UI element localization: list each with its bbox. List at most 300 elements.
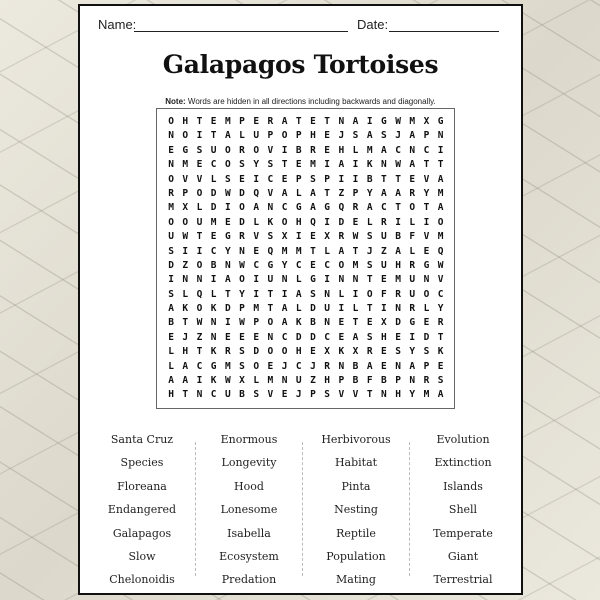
grid-letter: A	[437, 202, 444, 214]
grid-letter: I	[366, 116, 373, 127]
grid-letter: C	[295, 360, 302, 372]
grid-letter: Y	[423, 187, 430, 199]
grid-letter: E	[381, 346, 387, 358]
grid-letter: Q	[253, 187, 260, 199]
grid-letter: M	[210, 216, 217, 228]
grid-letter: W	[224, 375, 231, 387]
grid-letter: I	[210, 274, 217, 286]
grid-letter: O	[267, 317, 274, 329]
grid-letter: T	[281, 159, 288, 171]
grid-letter: T	[437, 159, 444, 171]
grid-letter: U	[253, 130, 260, 142]
grid-letter: N	[239, 245, 245, 257]
grid-letter: A	[182, 375, 189, 387]
grid-letter: S	[168, 245, 174, 257]
grid-letter: R	[239, 144, 245, 156]
grid-letter: A	[224, 130, 231, 142]
grid-letter: N	[210, 331, 217, 343]
grid-letter: A	[168, 303, 174, 315]
grid-letter: Q	[437, 245, 444, 257]
grid-letter: T	[267, 303, 274, 315]
grid-letter: C	[295, 259, 302, 271]
grid-letter: S	[423, 346, 430, 358]
grid-letter: R	[224, 346, 231, 358]
grid-letter: I	[395, 216, 401, 228]
grid-letter: N	[196, 389, 203, 401]
grid-letter: C	[267, 173, 274, 185]
grid-letter: R	[409, 187, 416, 199]
grid-letter: N	[324, 288, 331, 300]
grid-letter: K	[182, 303, 189, 315]
grid-letter: L	[253, 375, 260, 387]
grid-letter: U	[210, 144, 217, 156]
grid-letter: K	[210, 375, 217, 387]
grid-letter: U	[224, 389, 231, 401]
grid-letter: D	[239, 216, 245, 228]
word-item: Pinta	[341, 479, 371, 493]
grid-letter: I	[324, 159, 331, 171]
grid-letter: A	[352, 116, 359, 127]
grid-letter: N	[182, 274, 189, 286]
grid-letter: O	[196, 259, 203, 271]
grid-letter: A	[338, 245, 345, 257]
grid-letter: J	[295, 389, 302, 401]
word-item: Nesting	[334, 503, 378, 517]
grid-letter: T	[196, 346, 203, 358]
grid-letter: O	[338, 259, 345, 271]
grid-letter: S	[239, 159, 245, 171]
grid-letter: J	[366, 245, 373, 257]
grid-letter: T	[196, 231, 203, 243]
word-item: Terrestrial	[433, 573, 493, 587]
grid-letter: N	[281, 375, 288, 387]
grid-letter: S	[224, 173, 231, 185]
grid-letter: C	[395, 144, 401, 156]
grid-letter: A	[437, 389, 444, 401]
grid-letter: E	[324, 130, 331, 142]
grid-letter: I	[196, 245, 203, 257]
grid-letter: N	[338, 116, 345, 127]
grid-letter: A	[366, 360, 373, 372]
word-item: Evolution	[436, 433, 490, 446]
grid-letter: E	[168, 144, 174, 156]
grid-letter: C	[253, 259, 260, 271]
grid-letter: E	[409, 173, 416, 185]
grid-letter: E	[267, 360, 274, 372]
grid-letter: T	[366, 274, 373, 286]
grid-letter: V	[267, 389, 274, 401]
grid-letter: A	[281, 116, 288, 127]
grid-letter: I	[253, 288, 260, 300]
grid-letter: A	[395, 245, 401, 257]
word-item: Islands	[443, 479, 483, 493]
grid-letter: G	[295, 202, 302, 214]
grid-letter: M	[437, 231, 444, 243]
grid-letter: P	[182, 187, 189, 199]
grid-letter: Z	[310, 375, 316, 387]
grid-letter: D	[224, 303, 231, 315]
grid-letter: S	[239, 346, 245, 358]
grid-letter: A	[224, 274, 231, 286]
word-item: Species	[120, 456, 164, 470]
grid-letter: C	[324, 331, 331, 343]
grid-letter: I	[437, 144, 444, 156]
grid-letter: T	[324, 116, 331, 127]
grid-letter: R	[409, 303, 416, 315]
grid-letter: N	[324, 317, 331, 329]
word-item: Chelonoidis	[109, 573, 175, 587]
grid-letter: I	[281, 288, 288, 300]
grid-letter: N	[338, 274, 345, 286]
grid-letter: R	[423, 375, 430, 387]
grid-letter: Q	[310, 216, 316, 228]
grid-letter: T	[366, 389, 373, 401]
grid-letter: L	[210, 173, 217, 185]
grid-letter: L	[196, 202, 203, 214]
grid-letter: G	[267, 259, 274, 271]
grid-letter: W	[239, 259, 245, 271]
grid-letter: N	[338, 360, 345, 372]
grid-letter: O	[281, 130, 288, 142]
word-item: Longevity	[221, 456, 277, 470]
grid-letter: N	[409, 375, 416, 387]
grid-letter: I	[196, 375, 203, 387]
grid-letter: I	[281, 144, 288, 156]
grid-letter: J	[182, 331, 189, 343]
grid-letter: O	[182, 216, 189, 228]
grid-letter: S	[310, 173, 316, 185]
grid-letter: E	[423, 245, 430, 257]
grid-letter: H	[182, 346, 189, 358]
grid-letter: E	[281, 173, 288, 185]
word-item: Endangered	[107, 503, 177, 517]
grid-letter: E	[423, 317, 430, 329]
grid-letter: M	[168, 202, 174, 214]
grid-letter: A	[168, 375, 174, 387]
grid-letter: H	[381, 331, 387, 343]
grid-letter: O	[423, 288, 430, 300]
grid-letter: D	[295, 331, 302, 343]
grid-letter: Z	[182, 259, 189, 271]
grid-letter: V	[182, 173, 189, 185]
grid-letter: S	[366, 231, 373, 243]
grid-letter: O	[281, 346, 288, 358]
word-item: Santa Cruz	[110, 433, 174, 446]
grid-letter: B	[210, 259, 217, 271]
grid-letter: E	[310, 259, 316, 271]
grid-letter: H	[395, 259, 401, 271]
grid-letter: S	[352, 130, 359, 142]
grid-letter: J	[281, 360, 288, 372]
grid-letter: O	[224, 144, 231, 156]
grid-letter: Y	[253, 159, 260, 171]
grid-letter: O	[253, 144, 260, 156]
grid-letter: O	[168, 116, 174, 127]
grid-letter: R	[409, 259, 416, 271]
grid-letter: N	[437, 130, 444, 142]
word-item: Floreana	[117, 479, 167, 493]
grid-letter: X	[381, 317, 387, 329]
grid-letter: L	[338, 288, 345, 300]
grid-letter: E	[253, 245, 260, 257]
word-item: Habitat	[334, 456, 378, 470]
grid-letter: N	[409, 144, 416, 156]
grid-letter: I	[324, 216, 331, 228]
grid-letter: C	[281, 202, 288, 214]
word-item: Ecosystem	[219, 549, 279, 563]
grid-letter: E	[310, 116, 316, 127]
grid-letter: L	[182, 288, 189, 300]
grid-letter: E	[239, 331, 245, 343]
grid-letter: E	[324, 144, 331, 156]
grid-letter: E	[310, 346, 316, 358]
grid-letter: G	[324, 202, 331, 214]
grid-letter: W	[182, 231, 189, 243]
grid-letter: M	[409, 116, 416, 127]
word-item: Population	[326, 549, 386, 563]
grid-letter: P	[295, 173, 302, 185]
word-item: Hood	[234, 479, 264, 493]
grid-letter: I	[352, 288, 359, 300]
grid-letter: O	[224, 159, 231, 171]
grid-letter: A	[352, 331, 359, 343]
grid-letter: T	[182, 317, 189, 329]
grid-letter: T	[352, 317, 359, 329]
grid-letter: S	[366, 259, 373, 271]
grid-letter: L	[253, 216, 260, 228]
grid-letter: O	[253, 360, 260, 372]
word-column-4	[410, 428, 516, 592]
grid-letter: M	[267, 375, 274, 387]
grid-letter: E	[253, 116, 260, 127]
grid-letter: X	[324, 346, 331, 358]
grid-letter: K	[366, 159, 373, 171]
grid-letter: C	[381, 202, 387, 214]
grid-letter: B	[352, 360, 359, 372]
grid-letter: M	[423, 389, 430, 401]
grid-letter: Z	[338, 187, 345, 199]
grid-letter: M	[310, 159, 316, 171]
word-item: Shell	[448, 503, 478, 517]
grid-letter: R	[267, 116, 274, 127]
grid-letter: Y	[239, 288, 245, 300]
grid-letter: E	[381, 360, 387, 372]
grid-letter: V	[423, 231, 430, 243]
grid-letter: I	[182, 245, 189, 257]
grid-letter: S	[196, 144, 203, 156]
grid-letter: A	[366, 130, 373, 142]
grid-letter: Y	[224, 245, 231, 257]
grid-letter: G	[224, 231, 231, 243]
grid-letter: T	[295, 116, 302, 127]
word-item: Extinction	[434, 456, 492, 470]
grid-letter: G	[381, 116, 387, 127]
word-item: Mating	[336, 573, 376, 587]
grid-letter: R	[437, 317, 444, 329]
grid-letter: H	[168, 389, 174, 401]
grid-letter: K	[267, 216, 274, 228]
grid-letter: R	[366, 346, 373, 358]
worksheet-title: Galapagos Tortoises	[162, 50, 439, 79]
grid-letter: L	[352, 303, 359, 315]
grid-letter: W	[196, 317, 203, 329]
grid-letter: N	[381, 389, 387, 401]
grid-letter: L	[352, 144, 359, 156]
grid-letter: E	[395, 331, 401, 343]
date-label: Date:	[357, 17, 389, 32]
grid-letter: P	[239, 303, 245, 315]
grid-letter: D	[168, 259, 174, 271]
grid-letter: Y	[366, 187, 373, 199]
grid-letter: X	[352, 346, 359, 358]
grid-letter: A	[310, 202, 316, 214]
grid-letter: C	[210, 245, 217, 257]
grid-letter: A	[409, 159, 416, 171]
grid-letter: P	[267, 130, 274, 142]
grid-letter: M	[224, 360, 231, 372]
worksheet-page	[78, 4, 523, 595]
grid-letter: Q	[267, 245, 274, 257]
grid-letter: E	[381, 274, 387, 286]
grid-letter: S	[310, 288, 316, 300]
grid-letter: U	[409, 288, 416, 300]
name-blank-line	[134, 31, 348, 32]
grid-letter: A	[253, 202, 260, 214]
grid-letter: C	[437, 288, 444, 300]
grid-letter: L	[168, 360, 174, 372]
grid-letter: P	[295, 130, 302, 142]
grid-letter: I	[352, 173, 359, 185]
grid-letter: D	[210, 187, 217, 199]
grid-letter: R	[310, 144, 316, 156]
grid-letter: E	[295, 159, 302, 171]
grid-letter: V	[253, 231, 260, 243]
grid-letter: A	[409, 130, 416, 142]
grid-letter: N	[395, 360, 401, 372]
grid-letter: B	[395, 231, 401, 243]
grid-letter: U	[381, 259, 387, 271]
grid-letter: I	[253, 173, 260, 185]
grid-letter: Z	[381, 245, 387, 257]
grid-letter: W	[224, 187, 231, 199]
grid-letter: H	[295, 346, 302, 358]
grid-letter: S	[239, 360, 245, 372]
grid-letter: L	[168, 346, 174, 358]
word-item: Predation	[221, 573, 277, 587]
grid-letter: V	[338, 389, 345, 401]
grid-letter: U	[267, 274, 274, 286]
grid-letter: V	[352, 389, 359, 401]
grid-letter: S	[267, 159, 274, 171]
word-bank	[80, 428, 521, 588]
grid-letter: E	[239, 173, 245, 185]
grid-letter: M	[295, 245, 302, 257]
word-item: Herbivorous	[321, 433, 391, 446]
grid-letter: A	[381, 187, 387, 199]
grid-letter: M	[224, 116, 231, 127]
word-item: Enormous	[220, 433, 278, 446]
grid-letter: L	[324, 245, 331, 257]
word-column-2	[196, 428, 302, 592]
grid-letter: U	[196, 216, 203, 228]
grid-letter: U	[295, 375, 302, 387]
grid-letter: K	[338, 346, 345, 358]
grid-letter: D	[253, 346, 260, 358]
grid-letter: H	[310, 130, 316, 142]
grid-letter: M	[182, 159, 189, 171]
grid-letter: T	[381, 173, 387, 185]
grid-letter: J	[338, 130, 345, 142]
grid-letter: N	[381, 159, 387, 171]
grid-letter: A	[395, 187, 401, 199]
grid-letter: P	[423, 360, 430, 372]
grid-letter: I	[352, 159, 359, 171]
grid-letter: V	[267, 187, 274, 199]
grid-letter: A	[182, 360, 189, 372]
grid-letter: J	[395, 130, 401, 142]
grid-letter: M	[253, 303, 260, 315]
grid-letter: N	[395, 303, 401, 315]
grid-letter: I	[338, 303, 345, 315]
grid-letter: A	[295, 288, 302, 300]
grid-letter: T	[423, 202, 430, 214]
grid-letter: N	[224, 259, 231, 271]
grid-letter: T	[182, 389, 189, 401]
grid-letter: F	[381, 288, 387, 300]
grid-letter: K	[437, 346, 444, 358]
grid-letter: O	[168, 173, 174, 185]
note-text: Words are hidden in all directions including backwards and diagonally.	[185, 97, 436, 106]
instructions-note	[80, 97, 521, 106]
grid-letter: L	[295, 187, 302, 199]
grid-letter: Z	[196, 331, 203, 343]
grid-letter: M	[437, 187, 444, 199]
grid-letter: W	[395, 159, 401, 171]
grid-letter: V	[423, 173, 430, 185]
grid-letter: N	[196, 274, 203, 286]
name-label: Name:	[98, 17, 137, 32]
grid-letter: P	[239, 116, 245, 127]
grid-letter: Y	[281, 259, 288, 271]
grid-letter: E	[224, 331, 231, 343]
grid-letter: Y	[409, 346, 416, 358]
grid-letter: E	[310, 231, 316, 243]
grid-letter: E	[210, 116, 217, 127]
grid-letter: T	[352, 245, 359, 257]
grid-letter: P	[310, 389, 316, 401]
grid-letter: T	[324, 187, 331, 199]
grid-letter: R	[395, 288, 401, 300]
grid-letter: N	[168, 159, 174, 171]
grid-letter: T	[423, 159, 430, 171]
grid-letter: H	[395, 389, 401, 401]
grid-letter: Y	[437, 303, 444, 315]
grid-letter: N	[281, 274, 288, 286]
grid-letter: O	[366, 288, 373, 300]
grid-letter: D	[395, 317, 401, 329]
grid-letter: F	[366, 375, 373, 387]
grid-letter: I	[324, 274, 331, 286]
grid-letter: C	[210, 159, 217, 171]
grid-letter: I	[196, 130, 203, 142]
grid-letter: G	[409, 317, 416, 329]
grid-letter: S	[324, 389, 331, 401]
grid-letter: O	[196, 303, 203, 315]
grid-letter: L	[210, 288, 217, 300]
grid-letter: E	[210, 231, 217, 243]
grid-letter: M	[366, 144, 373, 156]
grid-letter: N	[423, 274, 430, 286]
